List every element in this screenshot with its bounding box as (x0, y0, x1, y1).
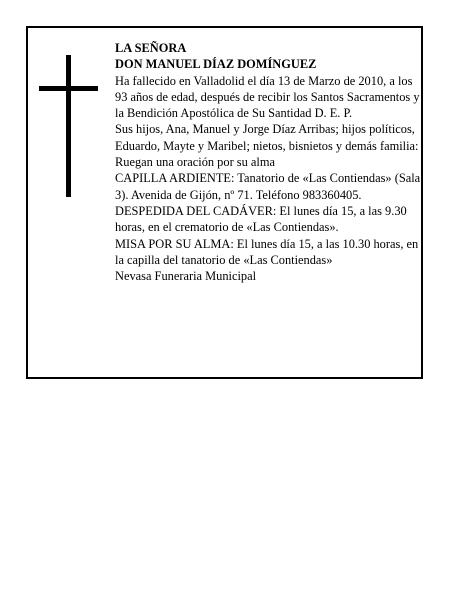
family-members: Sus hijos, Ana, Manuel y Jorge Díaz Arribas; hijos políticos, Eduardo, Mayte y Maribel; nietos, bisnietos y demás familia: (115, 122, 419, 153)
farewell-info: DESPEDIDA DEL CADÁVER: El lunes día 15, a las 9.30 horas, en el crematorio de «Las Contiendas». (115, 203, 407, 235)
notice-text (115, 40, 423, 284)
death-announcement: Ha fallecido en Valladolid el día 13 de Marzo de 2010, a los 93 años de edad, después de recibir los Santos Sacramentos y la Bendición Apostólica de Su Santidad D. E. P. (115, 73, 420, 121)
notice-title-line1: LA SEÑORA (115, 41, 187, 55)
deceased-name: DON MANUEL DÍAZ DOMÍNGUEZ (115, 57, 317, 72)
cross-icon (66, 55, 71, 197)
prayer-request: Ruegan una oración por su alma (115, 155, 275, 170)
mass-info: MISA POR SU ALMA: El lunes día 15, a las 10.30 horas, en la capilla del tanatorio de «Las Contiendas» (115, 236, 419, 267)
funeral-home: Nevasa Funeraria Municipal (115, 269, 257, 284)
obituary-notice (26, 26, 423, 379)
chapel-info: CAPILLA ARDIENTE: Tanatorio de «Las Contiendas» (Sala 3). Avenida de Gijón, nº 71. Teléfono 983360405. (115, 171, 421, 202)
cross-icon-bar (39, 86, 98, 91)
